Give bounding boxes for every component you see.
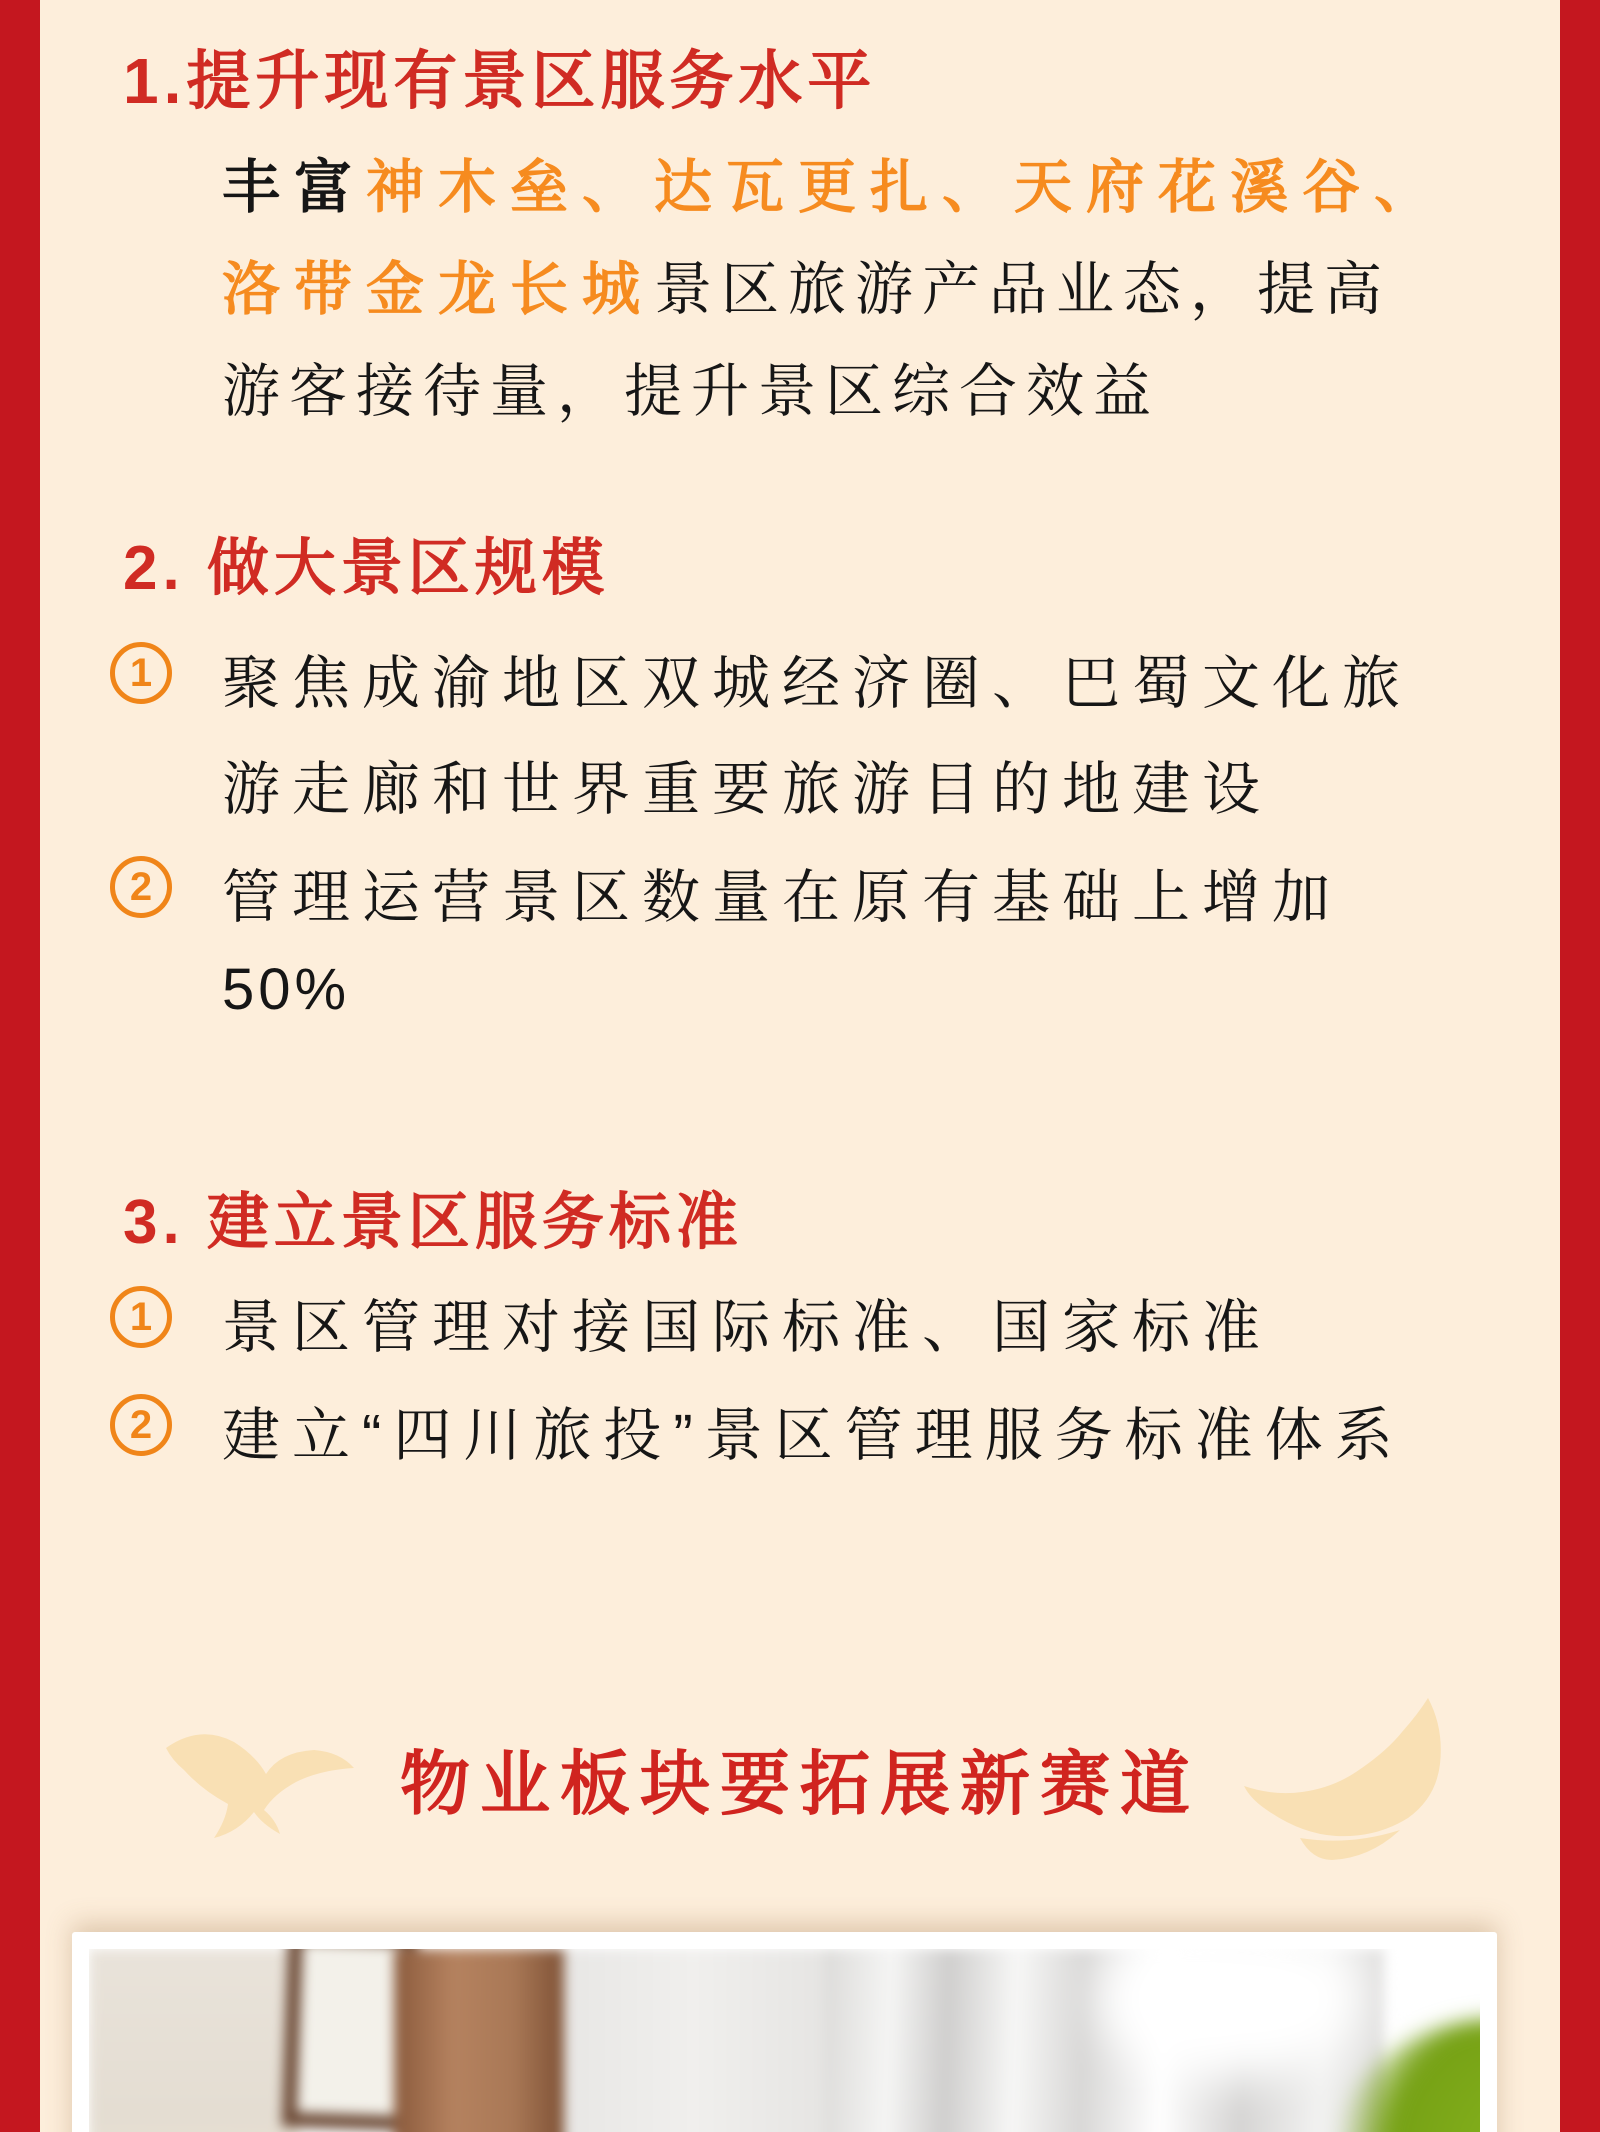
circled-number-2-icon: 2 <box>110 856 172 918</box>
section-3-item-1: 景区管理对接国际标准、国家标准 <box>222 1295 1273 1360</box>
highlighted-scenic-spots: 神木垒、达瓦更扎、天府花溪谷、 <box>366 155 1447 220</box>
section-1-paragraph-line-1 <box>222 140 1446 224</box>
paragraph-segment: 丰富 <box>222 155 367 220</box>
property-photo-frame <box>72 1932 1497 2132</box>
section-2-item-1-line-1: 聚焦成渝地区双城经济圈、巴蜀文化旅 <box>222 651 1413 716</box>
highlighted-scenic-spot: 洛带金龙长城 <box>222 257 655 322</box>
photo-blur-layer <box>89 1949 1480 2132</box>
section-2-item-2-line-2: 50% <box>222 957 351 1022</box>
circled-number-2-icon: 2 <box>110 1394 172 1456</box>
photo-wall-left <box>89 1949 299 2132</box>
section-1-paragraph-line-2 <box>222 242 1391 326</box>
circled-number-1-icon: 1 <box>110 642 172 704</box>
circled-number-1-icon: 1 <box>110 1286 172 1348</box>
photo-hallway <box>564 1949 824 2132</box>
paragraph-segment: 景区旅游产品业态，提高 <box>654 257 1392 322</box>
property-section-banner-title: 物业板块要拓展新赛道 <box>400 1745 1200 1823</box>
section-1-paragraph-line-3: 游客接待量，提升景区综合效益 <box>222 359 1161 424</box>
section-1-heading: 1.提升现有景区服务水平 <box>123 45 877 117</box>
photo-wood-column <box>394 1949 564 2132</box>
property-interior-photo <box>89 1949 1480 2132</box>
section-3-item-2: 建立“四川旅投”景区管理服务标准体系 <box>222 1403 1405 1468</box>
section-2-item-2-line-1: 管理运营景区数量在原有基础上增加 <box>222 865 1343 930</box>
section-3-heading: 3. 建立景区服务标准 <box>123 1188 743 1257</box>
section-2-heading: 2. 做大景区规模 <box>123 534 609 603</box>
section-2-item-1-line-2: 游走廊和世界重要旅游目的地建设 <box>222 757 1273 822</box>
